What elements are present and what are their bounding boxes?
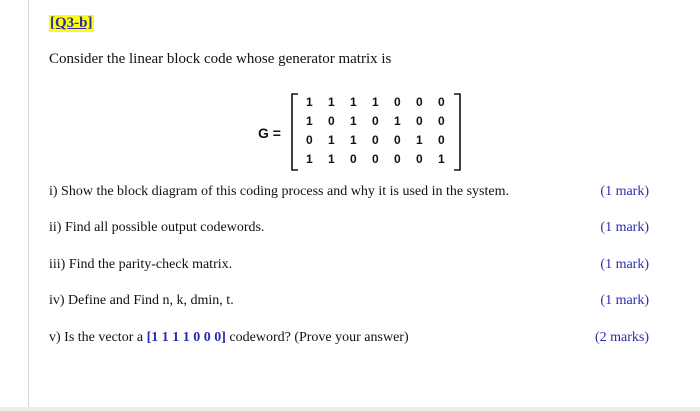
matrix-right-bracket	[454, 94, 460, 170]
matrix-entry-r4-c6: 0	[416, 152, 423, 166]
matrix-entry-r3-c2: 1	[328, 133, 335, 147]
matrix-entry-r1-c4: 1	[372, 95, 379, 109]
matrix-entry-r3-c5: 0	[394, 133, 401, 147]
question-2-marks: (1 mark)	[600, 220, 649, 235]
question-3-marks: (1 mark)	[600, 257, 649, 272]
question-1	[49, 184, 649, 204]
matrix-entry-r4-c7: 1	[438, 152, 445, 166]
matrix-entry-r2-c2: 0	[328, 114, 335, 128]
question-3	[49, 257, 649, 277]
matrix-entry-r4-c1: 1	[306, 152, 313, 166]
matrix-entry-r2-c5: 1	[394, 114, 401, 128]
intro-text: Consider the linear block code whose generator matrix is	[49, 51, 392, 67]
matrix-entry-r2-c3: 1	[350, 114, 357, 128]
question-5-text-after: codeword? (Prove your answer)	[225, 330, 409, 345]
matrix-svg	[258, 92, 468, 172]
question-4	[49, 293, 649, 313]
matrix-entry-r1-c5: 0	[394, 95, 401, 109]
matrix-entry-r3-c6: 1	[416, 133, 423, 147]
matrix-entry-r3-c4: 0	[372, 133, 379, 147]
matrix-entry-r2-c4: 0	[372, 114, 379, 128]
question-5-text	[49, 330, 409, 346]
matrix-entry-r1-c3: 1	[350, 95, 357, 109]
question-5-text-before: v) Is the vector a	[49, 330, 147, 345]
matrix-entry-r1-c6: 0	[416, 95, 423, 109]
page-left-edge	[28, 0, 29, 411]
page-bottom-edge	[0, 407, 700, 411]
matrix-entry-r1-c1: 1	[306, 95, 313, 109]
matrix-left-bracket	[292, 94, 298, 170]
matrix-entry-r2-c7: 0	[438, 114, 445, 128]
matrix-entry-r3-c3: 1	[350, 133, 357, 147]
generator-matrix	[258, 92, 468, 172]
matrix-entry-r3-c1: 0	[306, 133, 313, 147]
question-3-text: iii) Find the parity-check matrix.	[49, 257, 233, 272]
question-5	[49, 330, 649, 350]
question-2	[49, 220, 649, 240]
matrix-entry-r1-c7: 0	[438, 95, 445, 109]
matrix-entry-r4-c5: 0	[394, 152, 401, 166]
matrix-entry-r1-c2: 1	[328, 95, 335, 109]
matrix-entry-r4-c2: 1	[328, 152, 335, 166]
question-heading: [Q3-b]	[50, 15, 93, 31]
question-1-text: i) Show the block diagram of this coding process and why it is used in the system.	[49, 184, 509, 199]
matrix-entry-r4-c3: 0	[350, 152, 357, 166]
matrix-label: G =	[258, 125, 281, 141]
question-4-marks: (1 mark)	[600, 293, 649, 308]
question-1-marks: (1 mark)	[600, 184, 649, 199]
question-5-vector: [1 1 1 1 0 0 0]	[146, 330, 226, 345]
matrix-entry-r3-c7: 0	[438, 133, 445, 147]
matrix-entry-r4-c4: 0	[372, 152, 379, 166]
question-2-text: ii) Find all possible output codewords.	[49, 220, 265, 235]
matrix-entry-r2-c1: 1	[306, 114, 313, 128]
matrix-entry-r2-c6: 0	[416, 114, 423, 128]
question-4-text: iv) Define and Find n, k, dmin, t.	[49, 293, 234, 308]
question-5-marks: (2 marks)	[594, 330, 649, 345]
